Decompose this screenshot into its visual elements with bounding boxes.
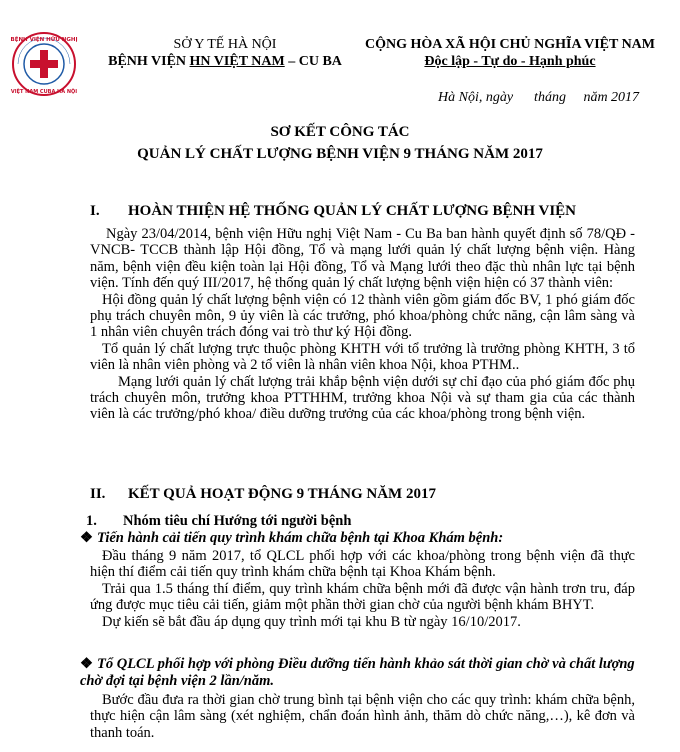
document-date: Hà Nội, ngày tháng năm 2017 <box>438 90 640 105</box>
paragraph: Mạng lưới quản lý chất lượng trải khắp bệnh viện dưới sự chỉ đạo của phó giám đốc phụ trách chuyên môn, trưởng khoa PTTHHM, trưởng khoa Nội và sự tham gia của các thành viên là các trưởng/phó khoa/ điều dưỡng trưởng của các khoa/phòng trong bệnh viện. <box>90 373 635 423</box>
svg-text:VIỆT NAM CUBA HÀ NỘI: VIỆT NAM CUBA HÀ NỘI <box>10 89 78 95</box>
paragraph: Đầu tháng 9 năm 2017, tổ QLCL phối hợp với các khoa/phòng trong bệnh viện đã thực hiện thí điểm cải tiến quy trình khám chữa bệnh tại Khoa Khám bệnh. <box>90 548 635 581</box>
nation-name: CỘNG HÒA XÃ HỘI CHỦ NGHĨA VIỆT NAM <box>364 37 655 52</box>
paragraph: Dự kiến sẽ bắt đầu áp dụng quy trình mới tại khu B từ ngày 16/10/2017. <box>102 613 521 630</box>
bullet-1-body <box>90 548 635 630</box>
motto: Độc lập - Tự do - Hạnh phúc <box>424 54 596 69</box>
bullet-2: ❖ Tổ QLCL phối hợp với phòng Điều dưỡng tiến hành khảo sát thời gian chờ và chất lượng chờ đợi tại bệnh viện 2 lần/năm. <box>80 656 635 689</box>
paragraph: Hội đồng quản lý chất lượng bệnh viện có 12 thành viên gồm giám đốc BV, 1 phó giám đốc phụ trách chuyên môn, 9 ủy viên là các trưởng, phó khoa/phòng chức năng, cận lâm sàng và 1 nhân viên chuyên trách đóng vai trò thư ký Hội đồng. <box>90 291 635 341</box>
header-right <box>350 36 670 70</box>
title-line-1: SƠ KẾT CÔNG TÁC <box>270 124 410 140</box>
paragraph: Trải qua 1.5 tháng thí điểm, quy trình khám chữa bệnh mới đã được vận hành trơn tru, đáp ứng được mục tiêu cải tiến, giảm một phần thời gian chờ của người bệnh khám BHYT. <box>90 580 635 614</box>
hospital-logo <box>10 30 78 98</box>
header-left <box>90 36 360 70</box>
section-1-body <box>90 226 635 423</box>
diamond-bullet-icon: ❖ <box>80 656 93 672</box>
diamond-bullet-icon: ❖ <box>80 530 93 546</box>
section-1-heading: I. HOÀN THIỆN HỆ THỐNG QUẢN LÝ CHẤT LƯỢNG BỆNH VIỆN <box>90 203 576 219</box>
svg-text:BỆNH VIỆN HỮU NGHỊ: BỆNH VIỆN HỮU NGHỊ <box>10 37 78 43</box>
title-line-2: QUẢN LÝ CHẤT LƯỢNG BỆNH VIỆN 9 THÁNG NĂM 2017 <box>137 146 543 162</box>
hospital-name: BỆNH VIỆN HN VIỆT NAM – CU BA <box>108 54 342 69</box>
section-2-heading: II. KẾT QUẢ HOẠT ĐỘNG 9 THÁNG NĂM 2017 <box>90 486 436 502</box>
bullet-1: ❖ Tiến hành cải tiến quy trình khám chữa bệnh tại Khoa Khám bệnh: <box>80 530 504 546</box>
paragraph: Tổ quản lý chất lượng trực thuộc phòng KHTH với tổ trưởng là trưởng phòng KHTH, 3 tổ viên là nhân viên phòng và 2 tổ viên là nhân viên khoa Nội, khoa PTHM.. <box>90 340 635 374</box>
paragraph: Ngày 23/04/2014, bệnh viện Hữu nghị Việt Nam - Cu Ba ban hành quyết định số 78/QĐ - VNCB- TCCB thành lập Hội đồng, Tổ và mạng lưới quản lý chất lượng bệnh viện. Hàng năm, bệnh viện đều kiện toàn lại Hội đồng, Tổ và Mạng lưới theo đặc thù nhân lực tại bệnh viện. Tính đến quý III/2017, hệ thống quản lý chất lượng bệnh viện hiện có 37 thành viên: <box>90 226 635 292</box>
paragraph: Bước đầu đưa ra thời gian chờ trung bình tại bệnh viện cho các quy trình: khám chữa bệnh, thực hiện cận lâm sàng (xét nghiệm, chẩn đoán hình ảnh, thăm dò chức năng,…), kê đơn và thanh toán. <box>90 692 635 741</box>
subsection-1-heading: 1. Nhóm tiêu chí Hướng tới người bệnh <box>86 513 352 529</box>
bullet-2-body <box>90 692 635 741</box>
dept-name: SỞ Y TẾ HÀ NỘI <box>173 37 277 52</box>
